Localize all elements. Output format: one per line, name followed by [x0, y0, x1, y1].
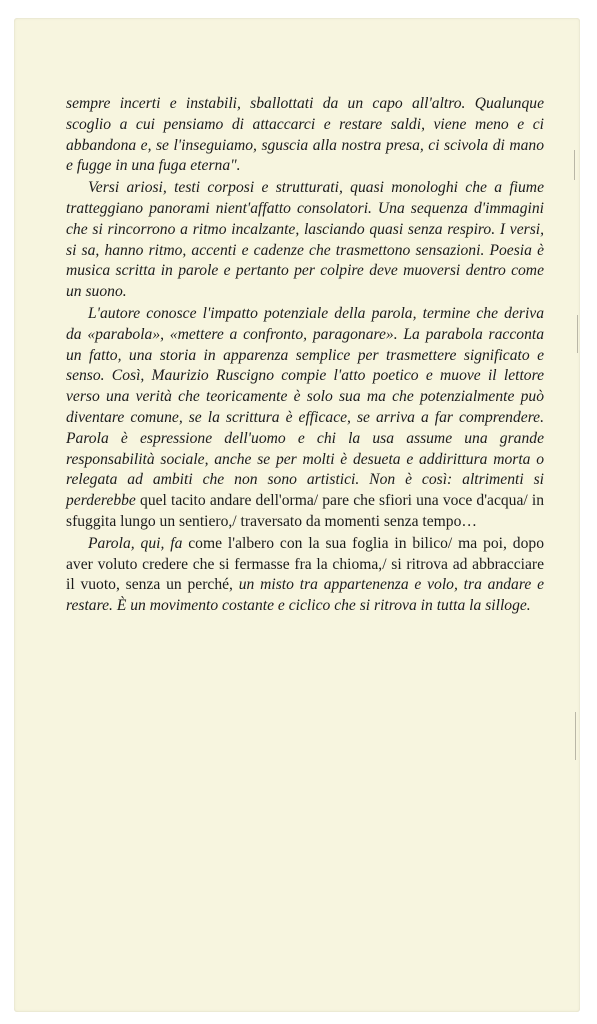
paragraph-2-text: Versi ariosi, testi corposi e strutturati, quasi monologhi che a fiume tratteggiano panorami nient'affatto consolatori. Una sequenza d'immagini che si rincorrono a ritmo incalzante, lasciando quasi senza respiro. I versi, si sa, hanno ritmo, accenti e cadenze che trasmettono sensazioni. Poesia è musica scritta in parole e pertanto per colpire deve muoversi dentro come un suono.	[66, 179, 544, 301]
paragraph-2	[66, 178, 544, 303]
paragraph-1	[66, 94, 544, 177]
body-text	[66, 94, 544, 618]
paragraph-3-quoted-verse: quel tacito andare dell'orma/ pare che sfiori una voce d'acqua/ in sfuggita lungo un sentiero,/ traversato da momenti senza tempo…	[66, 492, 544, 530]
paragraph-4-intro-text: Parola, qui, fa	[88, 534, 183, 552]
page-mark-middle	[577, 315, 578, 353]
paragraph-3	[66, 304, 544, 533]
paragraph-4-closing-text: un misto tra appartenenza e volo, tra andare e restare. È un movimento costante e ciclico che si ritrova in tutta la silloge.	[66, 576, 544, 615]
page-mark-top	[574, 150, 575, 180]
paragraph-4-quoted-verse: come l'albero con la sua foglia in bilico/ ma poi, dopo aver voluto credere che si fermasse fra la chioma,/ si ritrova ad abbracciare il vuoto, senza un perché,	[66, 534, 544, 594]
paragraph-1-text: sempre incerti e instabili, sballottati da un capo all'altro. Qualunque scoglio a cui pensiamo di attaccarci e restare saldi, viene meno e ci abbandona e, se l'inseguiamo, sguscia alla nostra presa, ci scivola di mano e fugge in una fuga eterna".	[66, 95, 544, 175]
paragraph-3-italic-text: L'autore conosce l'impatto potenziale della parola, termine che deriva da «parabola», «mettere a confronto, paragonare». La parabola racconta un fatto, una storia in apparenza semplice per trasmettere significato e senso. Così, Maurizio Ruscigno compie l'atto poetico e muove il lettore verso una verità che teoricamente è solo sua ma che potenzialmente può diventare comune, se la scrittura è efficace, se arriva a far comprendere. Parola è espressione dell'uomo e chi la usa assume una grande responsabilità sociale, anche se per molti è desueta e addirittura morta o relegata ad ambiti che non sono artistici. Non è così: altrimenti si perderebbe	[66, 304, 544, 510]
paragraph-4	[66, 534, 544, 617]
page-mark-bottom	[575, 712, 576, 760]
